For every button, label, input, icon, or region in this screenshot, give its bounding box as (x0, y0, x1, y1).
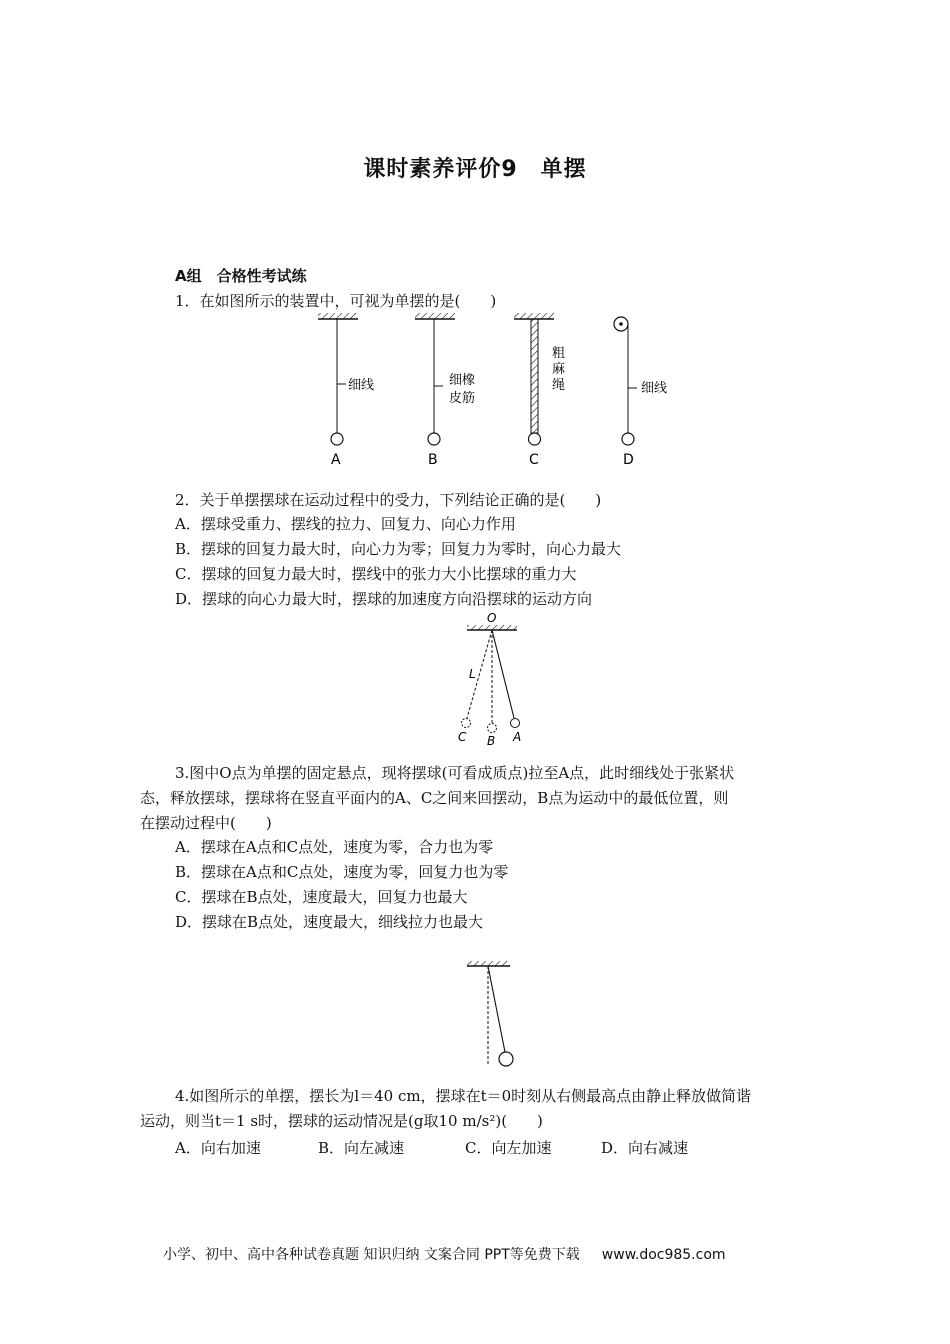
b-note-1: 细橡 (449, 373, 476, 388)
q4-figure (462, 956, 532, 1071)
q3-option-b: B．摆球在A点和C点处，速度为零，回复力也为零 (175, 863, 509, 881)
q3-line1: 3.图中O点为单摆的固定悬点，现将摆球(可看成质点)拉至A点，此时细线处于张紧状 (175, 764, 735, 782)
q2-option-a: A．摆球受重力、摆线的拉力、回复力、向心力作用 (175, 515, 516, 533)
q4-line1: 4.如图所示的单摆，摆长为l＝40 cm，摆球在t＝0时刻从右侧最高点由静止释放做简谐 (175, 1087, 752, 1105)
label-b: B (428, 452, 438, 468)
q1-stem: 1．在如图所示的装置中，可视为单摆的是( ) (175, 292, 497, 310)
pendulum-a (318, 313, 374, 468)
b-note-2: 皮筋 (449, 391, 476, 406)
c-note-3: 绳 (552, 378, 566, 393)
q4-line2: 运动，则当t＝1 s时，摆球的运动情况是(g取10 m/s²)( ) (140, 1112, 543, 1130)
footer-url[interactable]: www.doc985.com (601, 1247, 726, 1263)
point-o: O (487, 611, 497, 625)
q4-option-d: D．向右减速 (601, 1139, 689, 1157)
section-heading: A组 合格性考试练 (175, 267, 307, 285)
q2-option-b: B．摆球的回复力最大时，向心力为零；回复力为零时，向心力最大 (175, 540, 622, 558)
q1-figure (300, 312, 680, 472)
pendulum-d (614, 317, 667, 468)
c-note-1: 粗 (552, 346, 566, 361)
a-note: 细线 (348, 378, 375, 393)
footer (163, 1244, 726, 1264)
q4-option-c: C．向左加速 (465, 1139, 552, 1157)
point-b: B (487, 734, 496, 748)
page-title: 课时素养评价9 单摆 (363, 157, 587, 182)
pendulum-c (514, 313, 565, 468)
point-a: A (513, 730, 522, 744)
q3-line3: 在摆动过程中( ) (140, 814, 272, 832)
q3-option-a: A．摆球在A点和C点处，速度为零，合力也为零 (175, 838, 494, 856)
footer-text: 小学、初中、高中各种试卷真题 知识归纳 文案合同 PPT等免费下载 (163, 1247, 580, 1263)
label-c: C (529, 452, 539, 468)
c-note-2: 麻 (552, 362, 566, 377)
q3-line2: 态，释放摆球，摆球将在竖直平面内的A、C之间来回摆动，B点为运动中的最低位置，则 (140, 789, 729, 807)
q3-option-c: C．摆球在B点处，速度最大，回复力也最大 (175, 888, 468, 906)
q4-option-b: B．向左减速 (318, 1139, 405, 1157)
pendulum-b (415, 313, 475, 468)
q2-option-c: C．摆球的回复力最大时，摆线中的张力大小比摆球的重力大 (175, 565, 577, 583)
q3-option-d: D．摆球在B点处，速度最大，细线拉力也最大 (175, 913, 484, 931)
label-a: A (331, 452, 341, 468)
label-d: D (623, 452, 634, 468)
point-c: C (458, 730, 467, 744)
q2-stem: 2．关于单摆摆球在运动过程中的受力，下列结论正确的是( ) (175, 491, 602, 509)
q3-figure (455, 610, 535, 750)
d-note: 细线 (641, 381, 668, 396)
q2-option-d: D．摆球的向心力最大时，摆球的加速度方向沿摆球的运动方向 (175, 590, 593, 608)
q4-option-a: A．向右加速 (175, 1139, 261, 1157)
length-l: L (469, 667, 476, 681)
